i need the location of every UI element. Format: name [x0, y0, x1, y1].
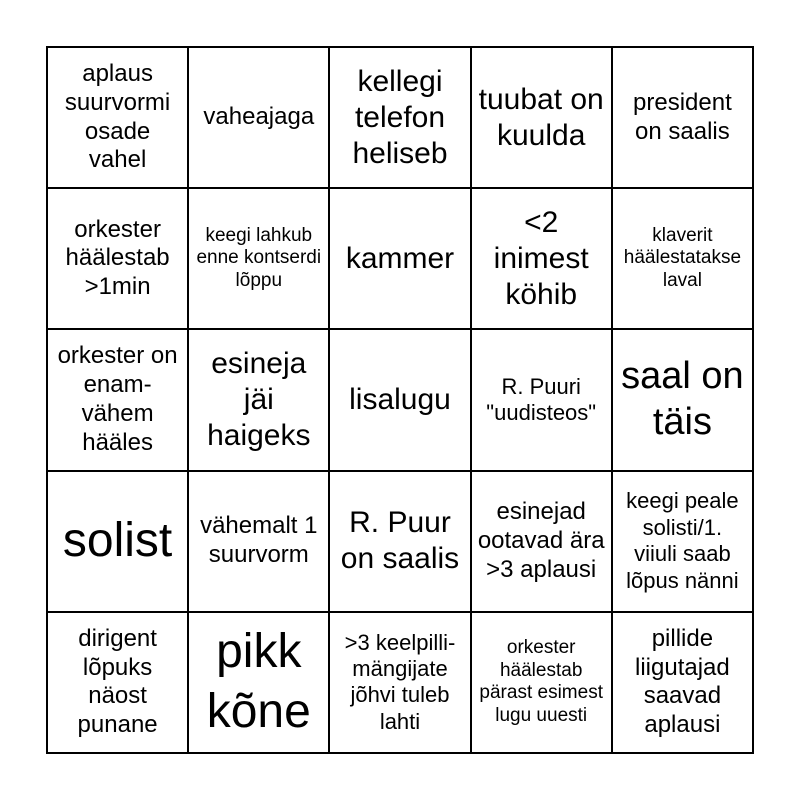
cell-text: solist	[62, 514, 173, 568]
bingo-cell[interactable]	[47, 612, 188, 753]
bingo-cell[interactable]	[612, 188, 753, 329]
cell-text: kellegi telefon heliseb	[352, 64, 448, 170]
bingo-cell[interactable]	[471, 329, 612, 470]
bingo-cell[interactable]	[47, 188, 188, 329]
bingo-cell[interactable]	[471, 612, 612, 753]
cell-text: <2 inimest köhib	[493, 205, 589, 311]
cell-text: kammer	[345, 241, 455, 275]
cell-text: R. Puuri "uudisteos"	[486, 373, 597, 425]
bingo-cell[interactable]	[47, 329, 188, 470]
cell-text: pikk kõne	[206, 625, 311, 739]
cell-text: esineja jäi haigeks	[207, 346, 311, 452]
bingo-cell[interactable]	[188, 329, 329, 470]
bingo-cell[interactable]	[188, 471, 329, 612]
cell-text: pillide liigutajad saavad aplausi	[635, 624, 730, 739]
bingo-cell[interactable]	[188, 47, 329, 188]
bingo-card	[46, 46, 754, 754]
bingo-cell[interactable]	[47, 471, 188, 612]
cell-text: R. Puur on saalis	[340, 506, 460, 576]
bingo-cell[interactable]	[471, 47, 612, 188]
cell-text: keegi lahkub enne kontserdi lõppu	[196, 224, 322, 292]
bingo-cell[interactable]	[329, 471, 470, 612]
bingo-cell[interactable]	[329, 47, 470, 188]
bingo-cell[interactable]	[612, 471, 753, 612]
cell-text: orkester häälestab >1min	[65, 215, 170, 301]
bingo-cell[interactable]	[471, 188, 612, 329]
cell-text: saal on täis	[621, 355, 744, 443]
cell-text: orkester häälestab pärast esimest lugu uuesti	[479, 636, 603, 727]
cell-text: klaverit häälestatakse laval	[623, 224, 742, 292]
cell-text: aplaus suurvormi osade vahel	[64, 60, 171, 174]
bingo-cell[interactable]	[47, 47, 188, 188]
bingo-cell[interactable]	[471, 471, 612, 612]
cell-text: dirigent lõpuks näost punane	[77, 624, 158, 739]
bingo-cell[interactable]	[188, 188, 329, 329]
cell-text: orkester on enam-vähem hääles	[57, 342, 178, 456]
bingo-cell[interactable]	[612, 612, 753, 753]
cell-text: lisalugu	[349, 382, 451, 416]
bingo-cell[interactable]	[329, 329, 470, 470]
cell-text: vaheajaga	[203, 103, 315, 131]
cell-text: tuubat on kuulda	[478, 82, 604, 152]
cell-text: esinejad ootavad ära >3 aplausi	[477, 498, 605, 583]
cell-text: keegi peale solisti/1. viiuli saab lõpus nänni	[626, 488, 739, 593]
cell-text: >3 keelpilli-mängijate jõhvi tuleb lahti	[344, 629, 456, 734]
bingo-cell[interactable]	[329, 612, 470, 753]
cell-text: vähemalt 1 suurvorm	[200, 512, 318, 569]
bingo-cell[interactable]	[612, 47, 753, 188]
bingo-cell[interactable]	[612, 329, 753, 470]
bingo-cell[interactable]	[329, 188, 470, 329]
cell-text: president on saalis	[633, 88, 732, 145]
bingo-cell[interactable]	[188, 612, 329, 753]
